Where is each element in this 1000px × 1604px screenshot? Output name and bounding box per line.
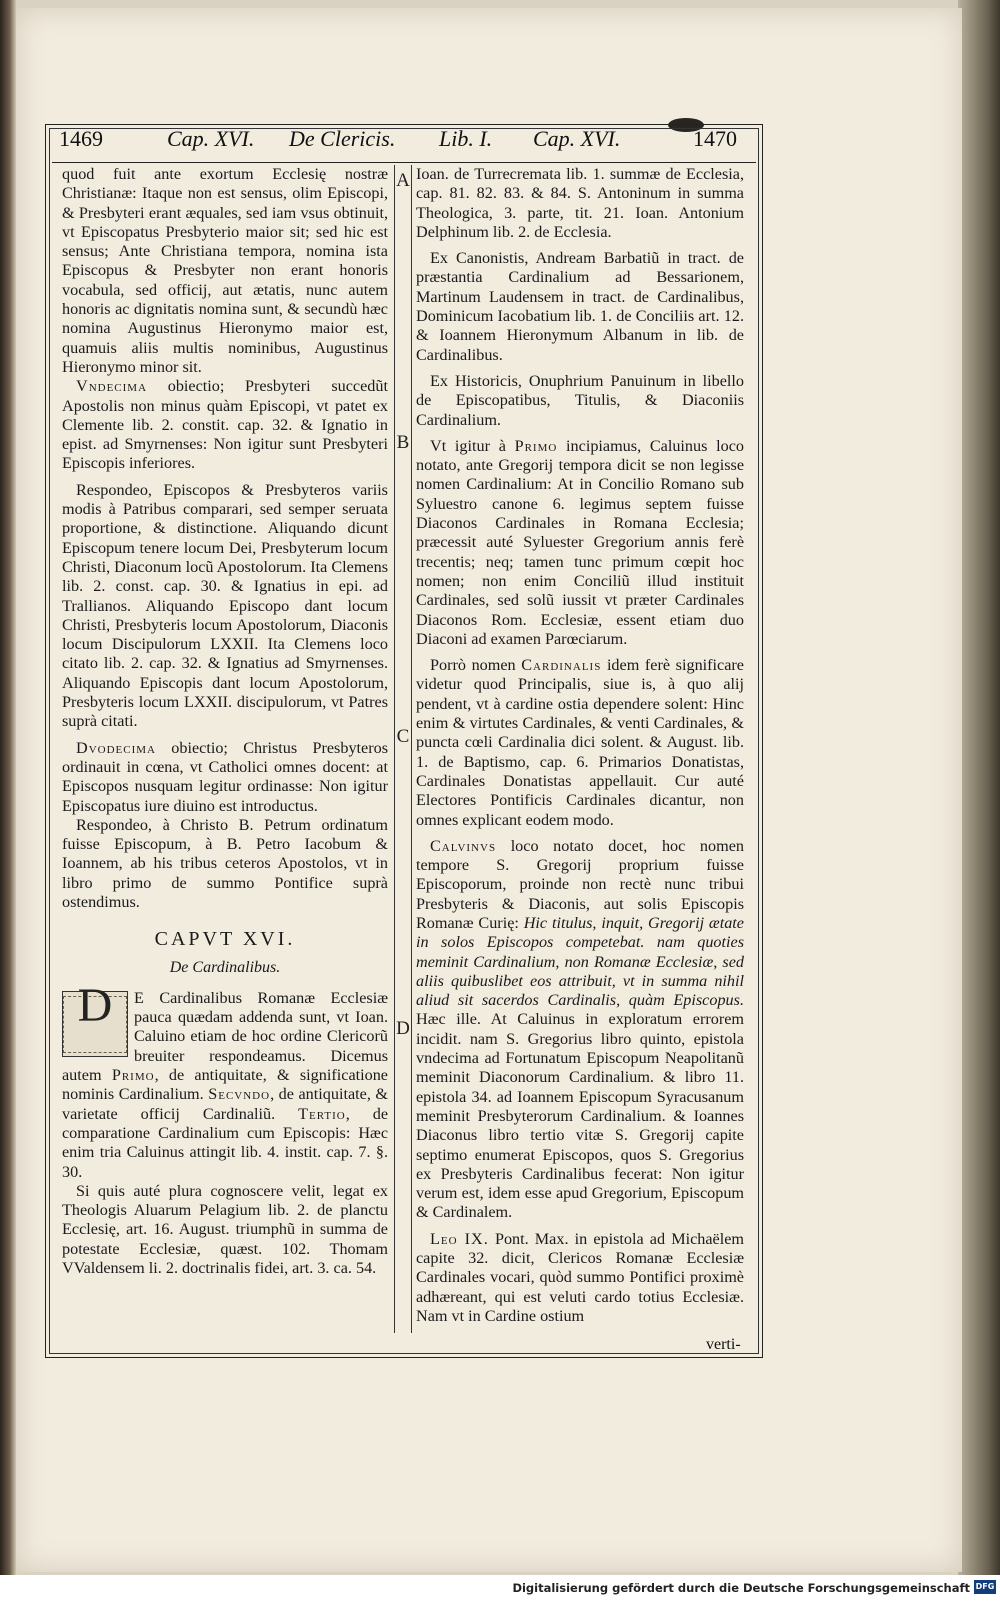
- margin-marker-d: D: [396, 1018, 410, 1039]
- chapter-heading: CAPVT XVI.: [154, 928, 296, 951]
- paragraph: [62, 978, 388, 1182]
- paragraph-text: loco notato docet, hoc nomen tempore S. Gregorij proprium fuisse Episcoporum, proinde non rectè nunc tribui Presbyteris & Diaconis, aut solis Episcopis Romanæ Curię:: [416, 836, 744, 932]
- catchword: verti-: [706, 1336, 741, 1353]
- margin-marker-c: C: [396, 726, 410, 747]
- decorated-initial: [62, 978, 128, 1057]
- ordinal-lead: Primo: [514, 436, 558, 455]
- ordinal-lead: Tertio: [298, 1104, 346, 1123]
- keyword: Leo IX.: [430, 1229, 489, 1248]
- right-column: [416, 165, 744, 1326]
- paragraph-text: , de antiquitate, & varietate officij Cardinaliũ.: [62, 1085, 388, 1123]
- paragraph-text: Porrò nomen: [430, 656, 516, 675]
- paragraph: Respondeo, à Christo B. Petrum ordinatum fuisse Episcopum, à B. Petro Iacobum & Ioannem, ab his tribus ceteros Apostolos, vt in libro primo de summo Pontifice suprà ostendimus.: [62, 815, 388, 911]
- page-number-right: 1470: [693, 126, 737, 151]
- paragraph-text: obiectio; Presbyteri succedũt Apostolis non minus quàm Episcopi, vt patet ex Clemente lib. 2. constit. cap. 32. & Ignatio in epist. ad Smyrnenses: Non igitur sunt Presbyteri Episcopis inferiores.: [62, 377, 388, 473]
- header-title: De Clericis.: [289, 126, 396, 151]
- running-header: [45, 126, 761, 162]
- paragraph: [416, 837, 744, 1223]
- paragraph: Ex Historicis, Onuphrium Panuinum in libello de Episcopatibus, Titulis, & Diaconiis Cardinalium.: [416, 371, 744, 429]
- paragraph-text: , de comparatione Cardinalium cum Episcopis: Hæc enim tria Caluinus attingit lib. 4. instit. cap. 7. §. 30.: [62, 1104, 388, 1181]
- chapter-right: Cap. XVI.: [533, 126, 621, 151]
- paragraph-text: Vt igitur à: [430, 436, 506, 455]
- chapter-subtitle: De Cardinalibus.: [169, 958, 281, 976]
- paragraph-text: Pont. Max. in epistola ad Michaëlem capite 32. dicit, Clericos Romanæ Ecclesiæ Cardinales vocari, quòd summo Pontifici proximè adhæreant, qui est veluti cardo totius Ecclesiæ. Nam vt in Cardine ostium: [416, 1229, 745, 1325]
- header-rule: [52, 162, 756, 163]
- ordinal-lead: Secvndo: [208, 1085, 271, 1104]
- digitization-footer: [0, 1575, 1000, 1604]
- paragraph-text: obiectio; Christus Presbyteros ordinauit in cœna, vt Catholici omnes docent: at Episcopos nusquam legitur ordinasse: Non igitur Episcopatus iure diuino est introductus.: [62, 738, 388, 815]
- paragraph: Si quis auté plura cognoscere velit, legat ex Theologis Aluarum Pelagium lib. 2. de planctu Ecclesię, art. 16. August. triumphũ in summa de potestate Ecclesiæ, quæst. 102. Thomam VValdensem li. 2. doctrinalis fidei, art. 3. ca. 54.: [62, 1181, 388, 1278]
- book-number: Lib. I.: [439, 126, 493, 151]
- ordinal-lead: Dvodecima: [76, 738, 156, 757]
- keyword: Calvinvs: [430, 836, 497, 855]
- paragraph: Ioan. de Turrecremata lib. 1. summæ de Ecclesia, cap. 81. 82. 83. & 84. S. Antoninum in summa Theologica, 3. parte, tit. 21. Ioan. Antonium Delphinum lib. 2. de Ecclesia.: [416, 165, 744, 241]
- page-number-left: 1469: [59, 126, 103, 151]
- italic-quotation: Hic titulus, inquit, Gregorij ætate in solos Episcopos competebat. nam quoties meminit Cardinalium, non Romanæ Ecclesiæ, sed aliis quibuslibet eos attribuit, vt in summa nihil aliud sit sacerdos Cardinalis, quàm Episcopus.: [416, 913, 744, 1010]
- paragraph-text: , de antiquitate, & significatione nominis Cardinalium.: [62, 1066, 388, 1104]
- paragraph-text: E Cardinalibus Romanæ Ecclesiæ pauca quædam addenda sunt, vt Ioan. Caluino etiam de hoc ordine Clericorũ breuiter respondeamus. Dicemus autem: [62, 988, 388, 1085]
- paragraph: quod fuit ante exortum Ecclesię nostræ Christianæ: Itaque non est sensus, olim Episcopi, & Presbyteri erant æquales, sed iam vsus obtinuit, vt Episcopatus Presbyterio maior sit; sed hic est sensus; Ante Christiana tempora, nomina ista Episcopus & Presbyter non erant honoris vocabula, sed officij, aut ætatis, nunc autem honoris ac dignitatis nomina sunt, & secundù hæc nomina Augustinus Hieronymo maior est, quamuis aliis multis nominibus, Augustinus Hieronymo minor sit.: [62, 165, 388, 376]
- paragraph: [416, 1230, 744, 1326]
- dfg-logo: DFG: [974, 1580, 996, 1594]
- paragraph: [62, 377, 388, 473]
- chapter-left: Cap. XVI.: [167, 126, 255, 151]
- initial-letter: D: [77, 978, 113, 1032]
- margin-marker-b: B: [396, 432, 410, 453]
- book-page-edges: [958, 0, 1000, 1575]
- column-divider: [394, 165, 412, 1333]
- paragraph: Ex Canonistis, Andream Barbatiũ in tract. de præstantia Cardinalium ad Bessarionem, Martinum Laudensem in tract. de Cardinalibus, Dominicum Iacobatium lib. 1. de Conciliis art. 12. & Ioannem Hieronymum Albanum in lib. de Cardinalibus.: [416, 249, 744, 364]
- keyword: Cardinalis: [521, 656, 602, 675]
- paragraph: [416, 656, 744, 830]
- paragraph: Respondeo, Episcopos & Presbyteros variis modis à Patribus comparari, sed semper seruata proportione, & distinctione. Aliquando dicunt Episcopum tenere locum Dei, Presbyterum locum Christi, Diaconum locũ Apostolorum. Ita Clemens lib. 2. const. cap. 30. & Ignatius in epi. ad Trallianos. Aliquando Episcopo dant locum Christi, Presbyteris locum Apostolorum, Diaconis locum Discipulorum LXXII. Ita Clemens loco citato lib. 2. cap. 32. & Ignatius ad Smyrnenses. Aliquando Episcopis dant locum Apostolorum, Presbyteris locum LXXII. discipulorum, vt Patres suprà citati.: [62, 480, 388, 731]
- ordinal-lead: Primo: [111, 1066, 155, 1085]
- paragraph: [416, 437, 744, 649]
- paragraph-text: Hæc ille. At Caluinus in exploratum errorem incidit. nam S. Gregorius libro quinto, epistola vndecima ad Fortunatum Episcopum Neapolitanũ meminit Diaconorum Cardinalium. & libro 11. epistola 34. ad Ioannem Episcopum Syracusanum meminit Presbyterorum Cardinalium. & Ioannes Diaconus libro tertio vitæ S. Gregorij capite septimo enumerat Episcopos, quos S. Gregorius ex Presbyteris Cardinalibus fecerat: Non igitur verum est, idem esse apud Gregorium, Episcopum & Cardinalem.: [416, 1010, 744, 1222]
- ordinal-lead: Vndecima: [76, 377, 148, 396]
- paragraph: [62, 739, 388, 816]
- funding-note: Digitalisierung gefördert durch die Deutsche Forschungsgemeinschaft: [512, 1581, 970, 1595]
- book-gutter: [0, 0, 16, 1575]
- left-column: [62, 165, 388, 1278]
- paragraph-text: incipiamus, Caluinus loco notato, ante Gregorij tempora dicit se non legisse nomen Cardinalium: At in Concilio Romano sub Syluestro canone 6. legimus septem fuisse Diaconos Cardinales in Romana Ecclesia; præcessit auté Syluester Gregorium annis ferè trecentis; neq; tamen tunc primum cœpit hoc nomen; non enim Conciliũ illud instituit Cardinales, sed solũ iussit vt præter Cardinales Diaconos Rom. Ecclesiæ, essent etiam duo Diaconi ad examen Parœciarum.: [416, 436, 744, 648]
- paragraph-text: idem ferè significare videtur quod Principalis, siue is, à quo alij pendent, vt à cardine ostia dependere solent: Hinc enim & virtutes Cardinales, & venti Cardinales, & puncta cœli Cardinalia dici solent. & August. lib. 1. de Baptismo, cap. 6. Primarios Donatistas, Cardinales Donatistas appellauit. Cur auté Electores Pontificis Cardinales dicantur, non omnes explicant eodem modo.: [416, 656, 744, 829]
- margin-marker-a: A: [396, 170, 410, 191]
